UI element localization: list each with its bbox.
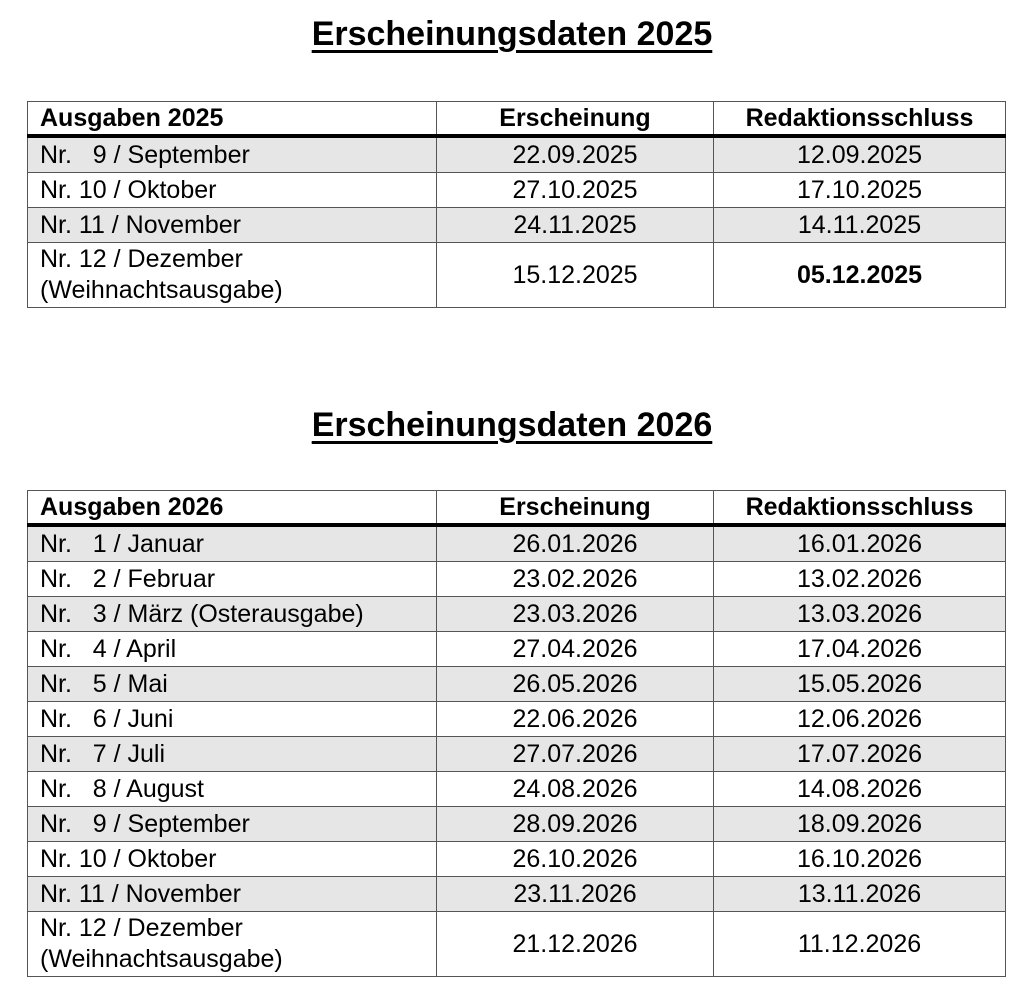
issue-cell: Nr. 9 / September	[28, 807, 437, 842]
publication-date: 22.09.2025	[437, 136, 714, 173]
issue-cell	[28, 912, 437, 977]
issue-cell: Nr. 2 / Februar	[28, 562, 437, 597]
publication-date: 24.11.2025	[437, 208, 714, 243]
issue-cell: Nr. 8 / August	[28, 772, 437, 807]
publication-date: 15.12.2025	[437, 243, 714, 308]
publication-date: 26.05.2026	[437, 667, 714, 702]
table-header-row	[28, 102, 1006, 137]
issue-cell: Nr. 7 / Juli	[28, 737, 437, 772]
header-issues: Ausgaben 2025	[28, 102, 437, 137]
schedule-table-2026	[27, 490, 1006, 977]
publication-date: 24.08.2026	[437, 772, 714, 807]
table-row	[28, 702, 1006, 737]
table-row	[28, 173, 1006, 208]
deadline-date: 12.06.2026	[714, 702, 1006, 737]
issue-note: (Weihnachtsausgabe)	[40, 276, 283, 304]
publication-date: 28.09.2026	[437, 807, 714, 842]
table-row	[28, 772, 1006, 807]
table-row	[28, 597, 1006, 632]
table-header-row	[28, 491, 1006, 526]
issue-cell: Nr. 11 / November	[28, 208, 437, 243]
table-row	[28, 737, 1006, 772]
issue-cell: Nr. 10 / Oktober	[28, 842, 437, 877]
issue-label: Nr. 12 / Dezember	[40, 245, 243, 273]
deadline-date: 14.08.2026	[714, 772, 1006, 807]
section-title-2025: Erscheinungsdaten 2025	[311, 15, 713, 53]
issue-cell: Nr. 5 / Mai	[28, 667, 437, 702]
deadline-date: 13.02.2026	[714, 562, 1006, 597]
header-issues: Ausgaben 2026	[28, 491, 437, 526]
publication-date: 27.04.2026	[437, 632, 714, 667]
table-row	[28, 667, 1006, 702]
issue-label: Nr. 12 / Dezember	[40, 914, 243, 942]
schedule-table-2025	[27, 101, 1006, 308]
issue-cell: Nr. 9 / September	[28, 136, 437, 173]
table-row	[28, 525, 1006, 562]
publication-date: 23.11.2026	[437, 877, 714, 912]
section-title-2026: Erscheinungsdaten 2026	[311, 406, 713, 444]
issue-cell	[28, 243, 437, 308]
table-row	[28, 243, 1006, 308]
table-row	[28, 632, 1006, 667]
issue-cell: Nr. 10 / Oktober	[28, 173, 437, 208]
table-row	[28, 562, 1006, 597]
issue-note: (Weihnachtsausgabe)	[40, 945, 283, 973]
deadline-date: 12.09.2025	[714, 136, 1006, 173]
deadline-date: 17.07.2026	[714, 737, 1006, 772]
deadline-date: 17.04.2026	[714, 632, 1006, 667]
header-deadline: Redaktionsschluss	[714, 491, 1006, 526]
header-deadline: Redaktionsschluss	[714, 102, 1006, 137]
deadline-date: 16.01.2026	[714, 525, 1006, 562]
deadline-date: 13.11.2026	[714, 877, 1006, 912]
deadline-date: 05.12.2025	[714, 243, 1006, 308]
deadline-date: 14.11.2025	[714, 208, 1006, 243]
deadline-date: 13.03.2026	[714, 597, 1006, 632]
deadline-date: 16.10.2026	[714, 842, 1006, 877]
publication-date: 21.12.2026	[437, 912, 714, 977]
publication-date: 22.06.2026	[437, 702, 714, 737]
issue-cell: Nr. 11 / November	[28, 877, 437, 912]
issue-cell: Nr. 6 / Juni	[28, 702, 437, 737]
table-row	[28, 842, 1006, 877]
publication-date: 26.10.2026	[437, 842, 714, 877]
publication-date: 23.03.2026	[437, 597, 714, 632]
deadline-date: 11.12.2026	[714, 912, 1006, 977]
issue-cell: Nr. 4 / April	[28, 632, 437, 667]
table-row	[28, 136, 1006, 173]
table-row	[28, 807, 1006, 842]
deadline-date: 18.09.2026	[714, 807, 1006, 842]
publication-date: 23.02.2026	[437, 562, 714, 597]
issue-cell: Nr. 1 / Januar	[28, 525, 437, 562]
table-row	[28, 208, 1006, 243]
deadline-date: 15.05.2026	[714, 667, 1006, 702]
publication-date: 27.10.2025	[437, 173, 714, 208]
publication-date: 27.07.2026	[437, 737, 714, 772]
deadline-date: 17.10.2025	[714, 173, 1006, 208]
header-publication: Erscheinung	[437, 491, 714, 526]
issue-cell: Nr. 3 / März (Osterausgabe)	[28, 597, 437, 632]
publication-date: 26.01.2026	[437, 525, 714, 562]
table-row	[28, 912, 1006, 977]
header-publication: Erscheinung	[437, 102, 714, 137]
table-row	[28, 877, 1006, 912]
